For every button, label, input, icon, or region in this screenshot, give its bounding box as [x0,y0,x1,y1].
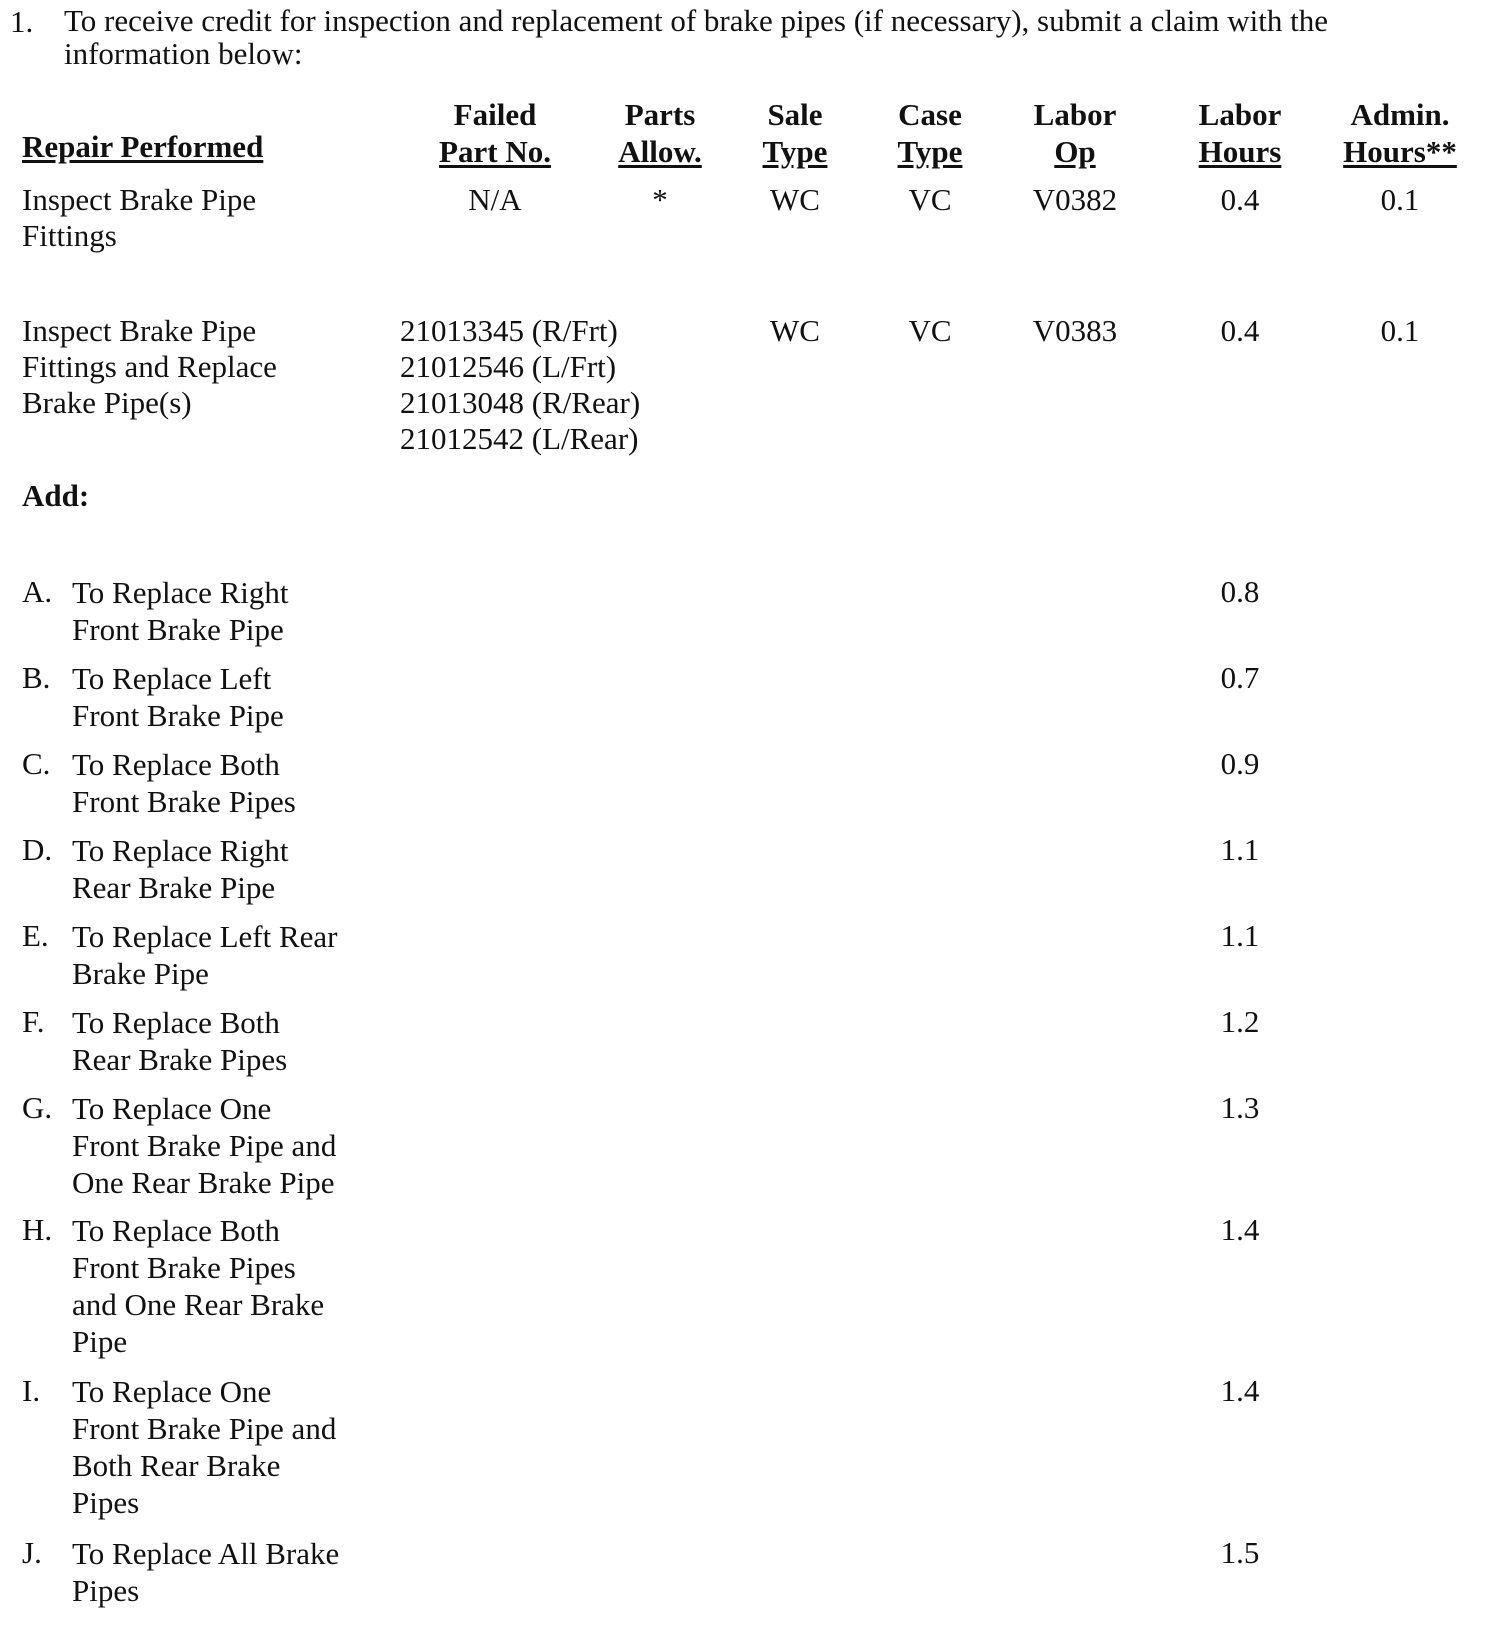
add-item-letter: B. [22,660,51,695]
row-2-failed-part: 21013345 (R/Frt) 21012546 (L/Frt) 21013048 (R/Rear) 21012542 (L/Rear) [400,313,641,456]
row-1-labor-hours: 0.4 [1220,182,1260,217]
row-2-case-type: VC [908,313,952,348]
header-case-type [870,96,990,170]
add-item-text: To Replace Right Rear Brake Pipe [72,833,289,905]
header-case-type-bottom: Type [897,134,963,169]
header-failed-part [415,96,575,170]
row-1-sale-type: WC [770,182,820,217]
row-2-admin-hours: 0.1 [1380,313,1420,348]
intro-text: To receive credit for inspection and replacement of brake pipes (if necessary), submit a claim with the information below: [64,3,1329,71]
add-item-hours: 1.1 [1220,832,1260,867]
add-item-hours: 1.2 [1220,1004,1260,1039]
row-1-labor-op: V0382 [1032,182,1118,217]
add-label: Add: [22,478,90,513]
intro-number: 1. [10,4,34,39]
row-2-labor-op: V0383 [1032,313,1118,348]
add-item-hours: 0.9 [1220,746,1260,781]
row-2-repair: Inspect Brake Pipe Fittings and Replace Brake Pipe(s) [22,313,277,420]
header-repair-label: Repair Performed [22,129,264,164]
header-labor-op [1010,96,1140,170]
add-item-hours: 1.4 [1220,1373,1260,1408]
add-item-text: To Replace One Front Brake Pipe and Both Rear Brake Pipes [72,1374,337,1520]
header-admin-hours-bottom: Hours** [1343,134,1457,169]
add-item-letter: C. [22,746,51,781]
header-labor-hours [1170,96,1310,170]
header-case-type-top: Case [898,97,962,132]
add-item-hours: 1.1 [1220,918,1260,953]
add-item-text: To Replace Both Front Brake Pipes [72,747,296,819]
header-sale-type-top: Sale [767,97,823,132]
row-1-failed-part: N/A [468,182,522,217]
add-item-letter: F. [22,1004,45,1039]
header-admin-hours-top: Admin. [1350,97,1450,132]
add-item-letter: G. [22,1090,53,1125]
header-labor-hours-top: Labor [1198,97,1282,132]
add-item-text: To Replace All Brake Pipes [72,1536,340,1608]
add-item-letter: E. [22,918,49,953]
add-item-letter: J. [22,1535,42,1570]
add-item-text: To Replace Both Front Brake Pipes and One Rear Brake Pipe [72,1213,325,1359]
add-item-hours: 0.7 [1220,660,1260,695]
add-item-text: To Replace Both Rear Brake Pipes [72,1005,288,1077]
add-item-hours: 1.3 [1220,1090,1260,1125]
header-failed-part-top: Failed [453,97,537,132]
row-2-sale-type: WC [770,313,820,348]
row-1-case-type: VC [908,182,952,217]
header-sale-type-bottom: Type [762,134,828,169]
add-item-letter: H. [22,1212,53,1247]
header-labor-op-top: Labor [1033,97,1117,132]
header-parts-allow [590,96,730,170]
add-item-letter: I. [22,1373,41,1408]
add-item-letter: D. [22,832,53,867]
add-item-letter: A. [22,574,53,609]
add-item-hours: 0.8 [1220,574,1260,609]
add-item-text: To Replace Right Front Brake Pipe [72,575,289,647]
add-item-text: To Replace Left Rear Brake Pipe [72,919,338,991]
header-failed-part-bottom: Part No. [439,134,551,169]
header-parts-allow-top: Parts [624,97,696,132]
header-repair-performed [22,128,263,165]
add-item-hours: 1.4 [1220,1212,1260,1247]
header-labor-hours-bottom: Hours [1198,134,1282,169]
add-item-text: To Replace Left Front Brake Pipe [72,661,284,733]
header-labor-op-bottom: Op [1054,134,1096,169]
add-item-text: To Replace One Front Brake Pipe and One Rear Brake Pipe [72,1091,337,1200]
row-1-admin-hours: 0.1 [1380,182,1420,217]
row-1-repair: Inspect Brake Pipe Fittings [22,182,257,253]
row-1-parts-allow: * [652,182,668,217]
add-item-hours: 1.5 [1220,1535,1260,1570]
header-admin-hours [1320,96,1480,170]
header-parts-allow-bottom: Allow. [618,134,702,169]
row-2-labor-hours: 0.4 [1220,313,1260,348]
header-sale-type [735,96,855,170]
